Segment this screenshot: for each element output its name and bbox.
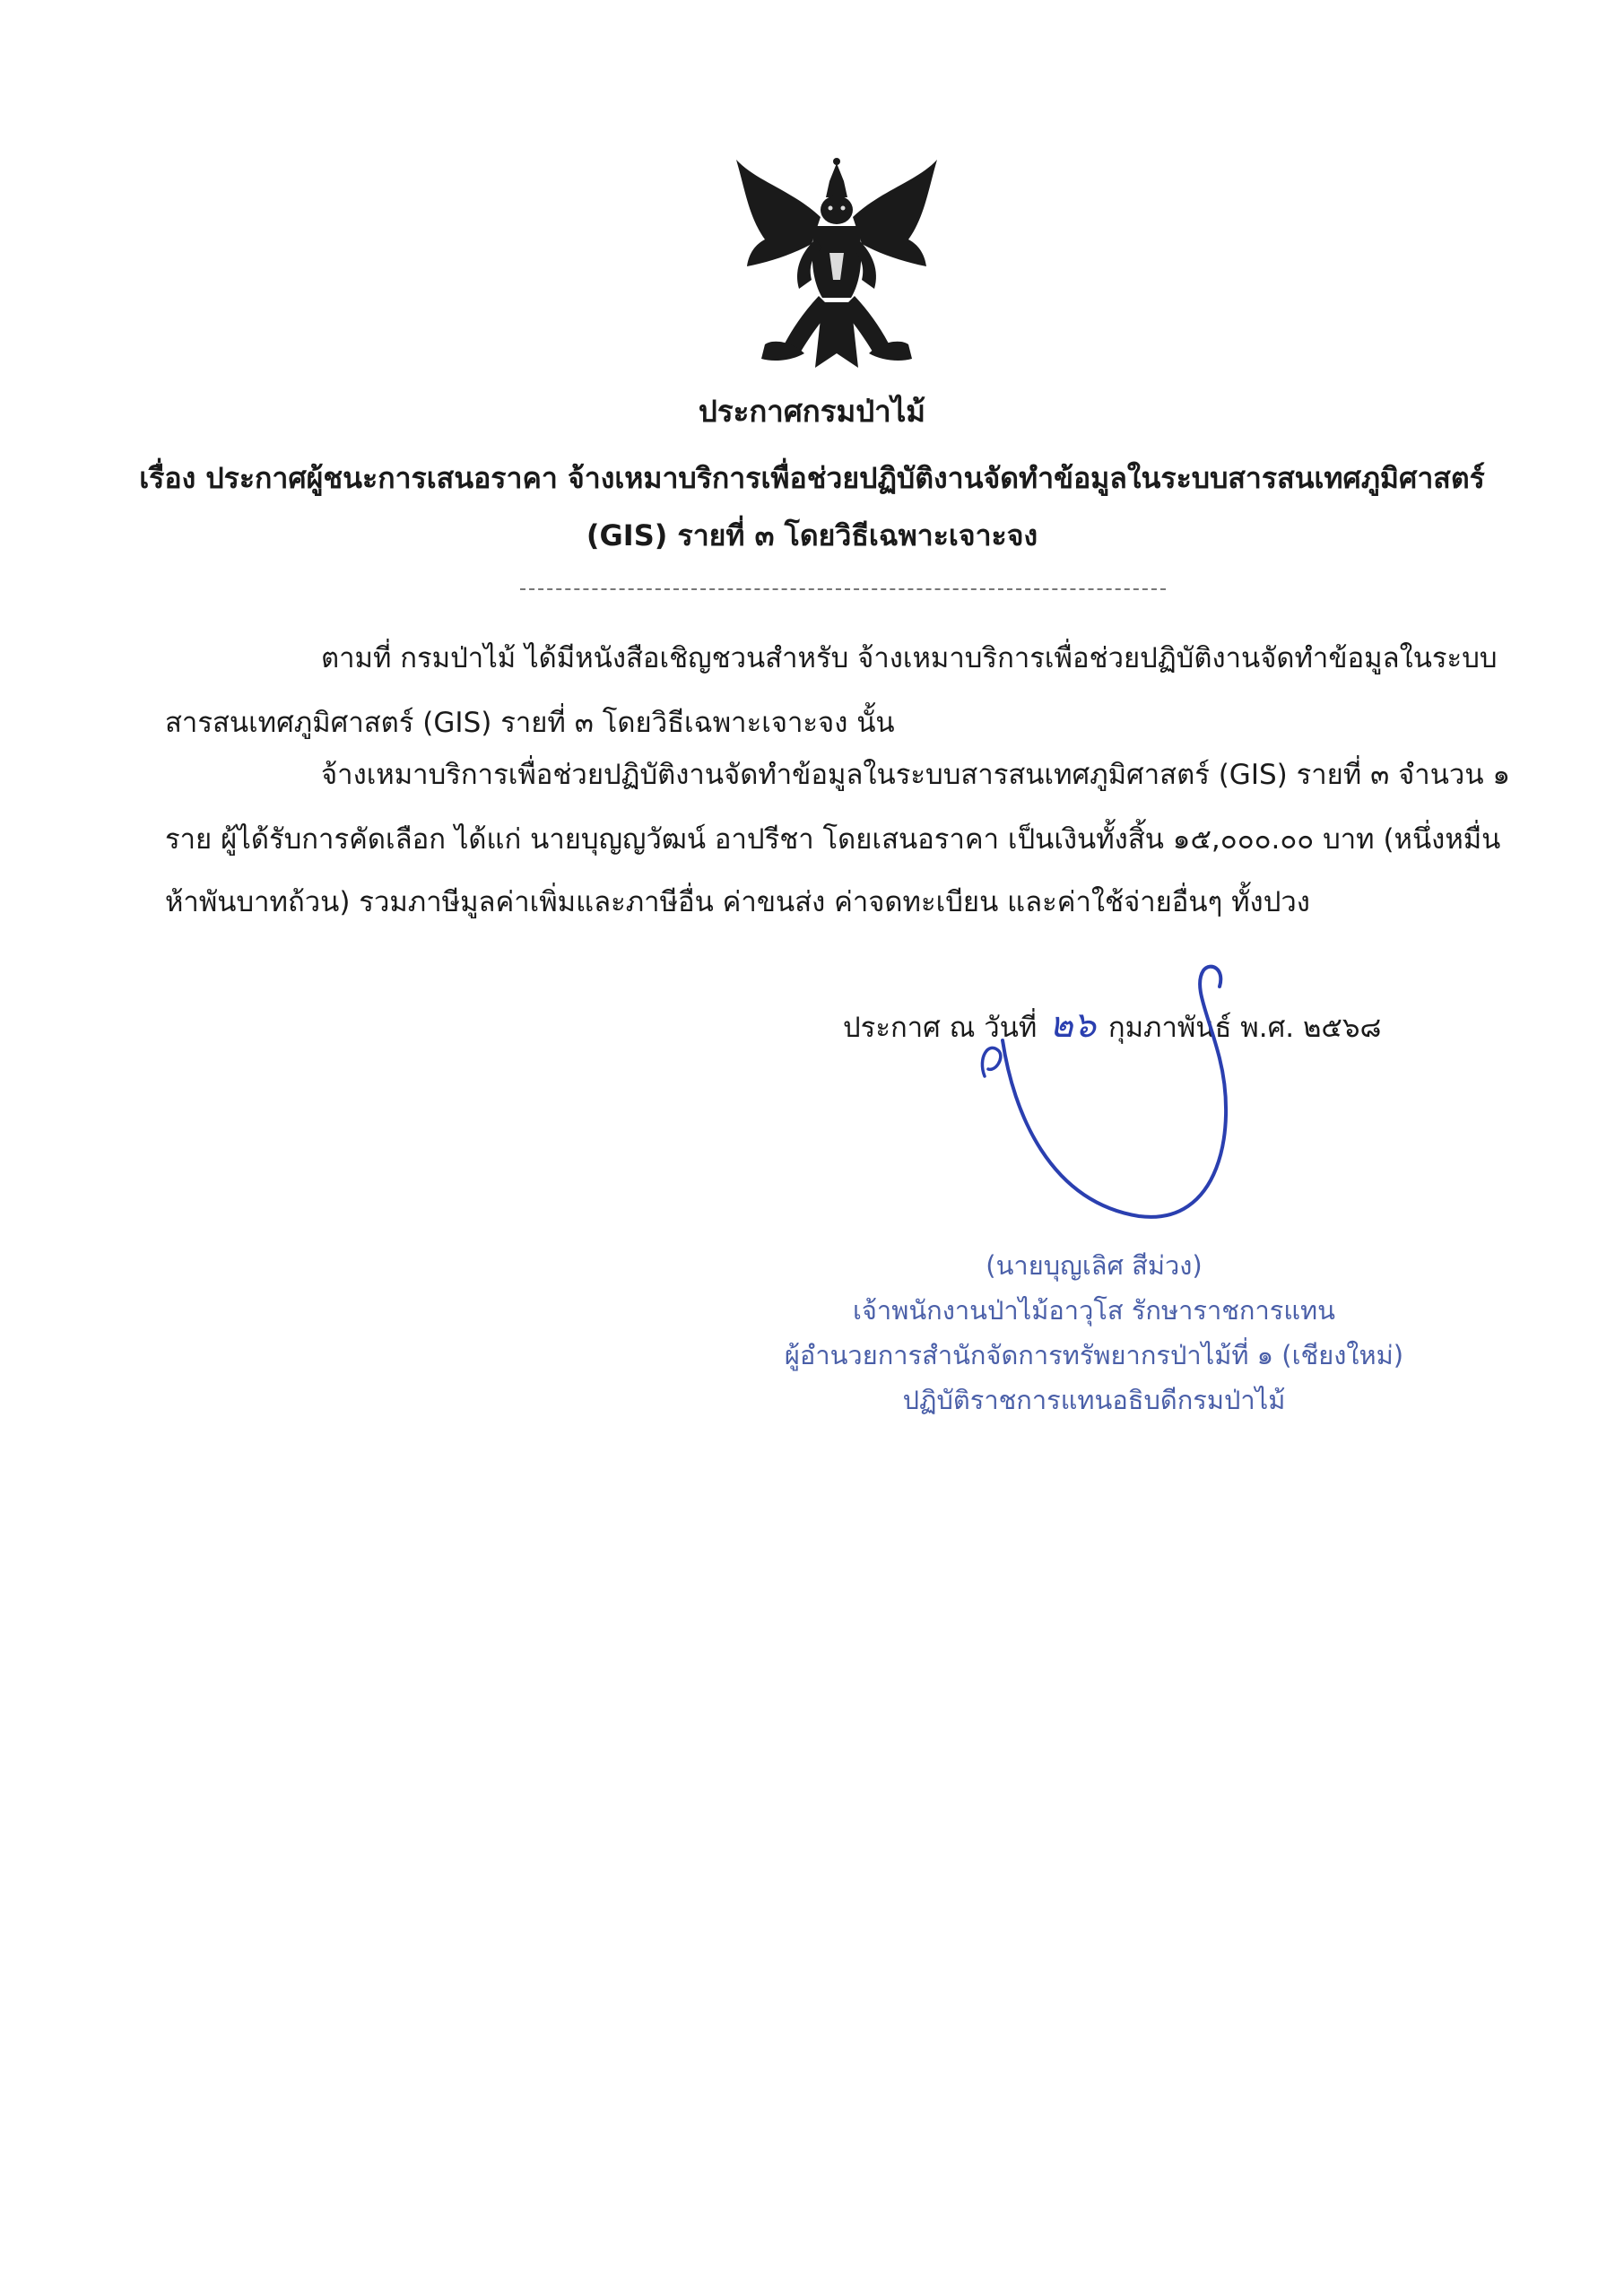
agency-title: ประกาศกรมป่าไม้: [698, 394, 926, 429]
subject-line-1: เรื่อง ประกาศผู้ชนะการเสนอราคา จ้างเหมาบริการเพื่อช่วยปฏิบัติงานจัดทำข้อมูลในระบบสารสนเทศภูมิศาสตร์: [139, 461, 1485, 495]
body-line-2: สารสนเทศภูมิศาสตร์ (GIS) รายที่ ๓ โดยวิธีเฉพาะเจาะจง นั้น: [165, 707, 895, 739]
signatory-position-1: เจ้าพนักงานป่าไม้อาวุโส รักษาราชการแทน: [853, 1295, 1335, 1326]
signatory-position-3: ปฏิบัติราชการแทนอธิบดีกรมป่าไม้: [902, 1385, 1286, 1415]
signatory-position-2: ผู้อำนวยการสำนักจัดการทรัพยากรป่าไม้ที่ ๑ (เชียงใหม่): [784, 1340, 1404, 1370]
subject-line-2: (GIS) รายที่ ๓ โดยวิธีเฉพาะเจาะจง: [586, 518, 1038, 552]
header-divider: [520, 588, 1166, 590]
date-prefix: ประกาศ ณ วันที่: [843, 1012, 1038, 1044]
signatory-name: (นายบุญเลิศ สีม่วง): [986, 1250, 1203, 1281]
body-line-3: จ้างเหมาบริการเพื่อช่วยปฏิบัติงานจัดทำข้อมูลในระบบสารสนเทศภูมิศาสตร์ (GIS) รายที่ ๓ จำนวน ๑: [321, 759, 1511, 791]
body-line-1: ตามที่ กรมป่าไม้ ได้มีหนังสือเชิญชวนสำหรับ จ้างเหมาบริการเพื่อช่วยปฏิบัติงานจัดทำข้อมูลในระบบ: [321, 642, 1498, 674]
garuda-emblem-icon: [729, 154, 944, 378]
handwritten-signature-icon: [968, 951, 1273, 1238]
date-month-year: กุมภาพันธ์ พ.ศ. ๒๕๖๘: [1107, 1012, 1382, 1044]
body-line-5: ห้าพันบาทถ้วน) รวมภาษีมูลค่าเพิ่มและภาษีอื่น ค่าขนส่ง ค่าจดทะเบียน และค่าใช้จ่ายอื่นๆ ทั้งปวง: [165, 886, 1310, 918]
body-line-4: ราย ผู้ได้รับการคัดเลือก ได้แก่ นายบุญญวัฒน์ อาปรีชา โดยเสนอราคา เป็นเงินทั้งสิ้น ๑๕,๐๐๐.๐๐ บาท (หนึ่งหมื่น: [165, 823, 1501, 856]
date-day-handwritten: ๒๖: [1049, 1004, 1096, 1046]
